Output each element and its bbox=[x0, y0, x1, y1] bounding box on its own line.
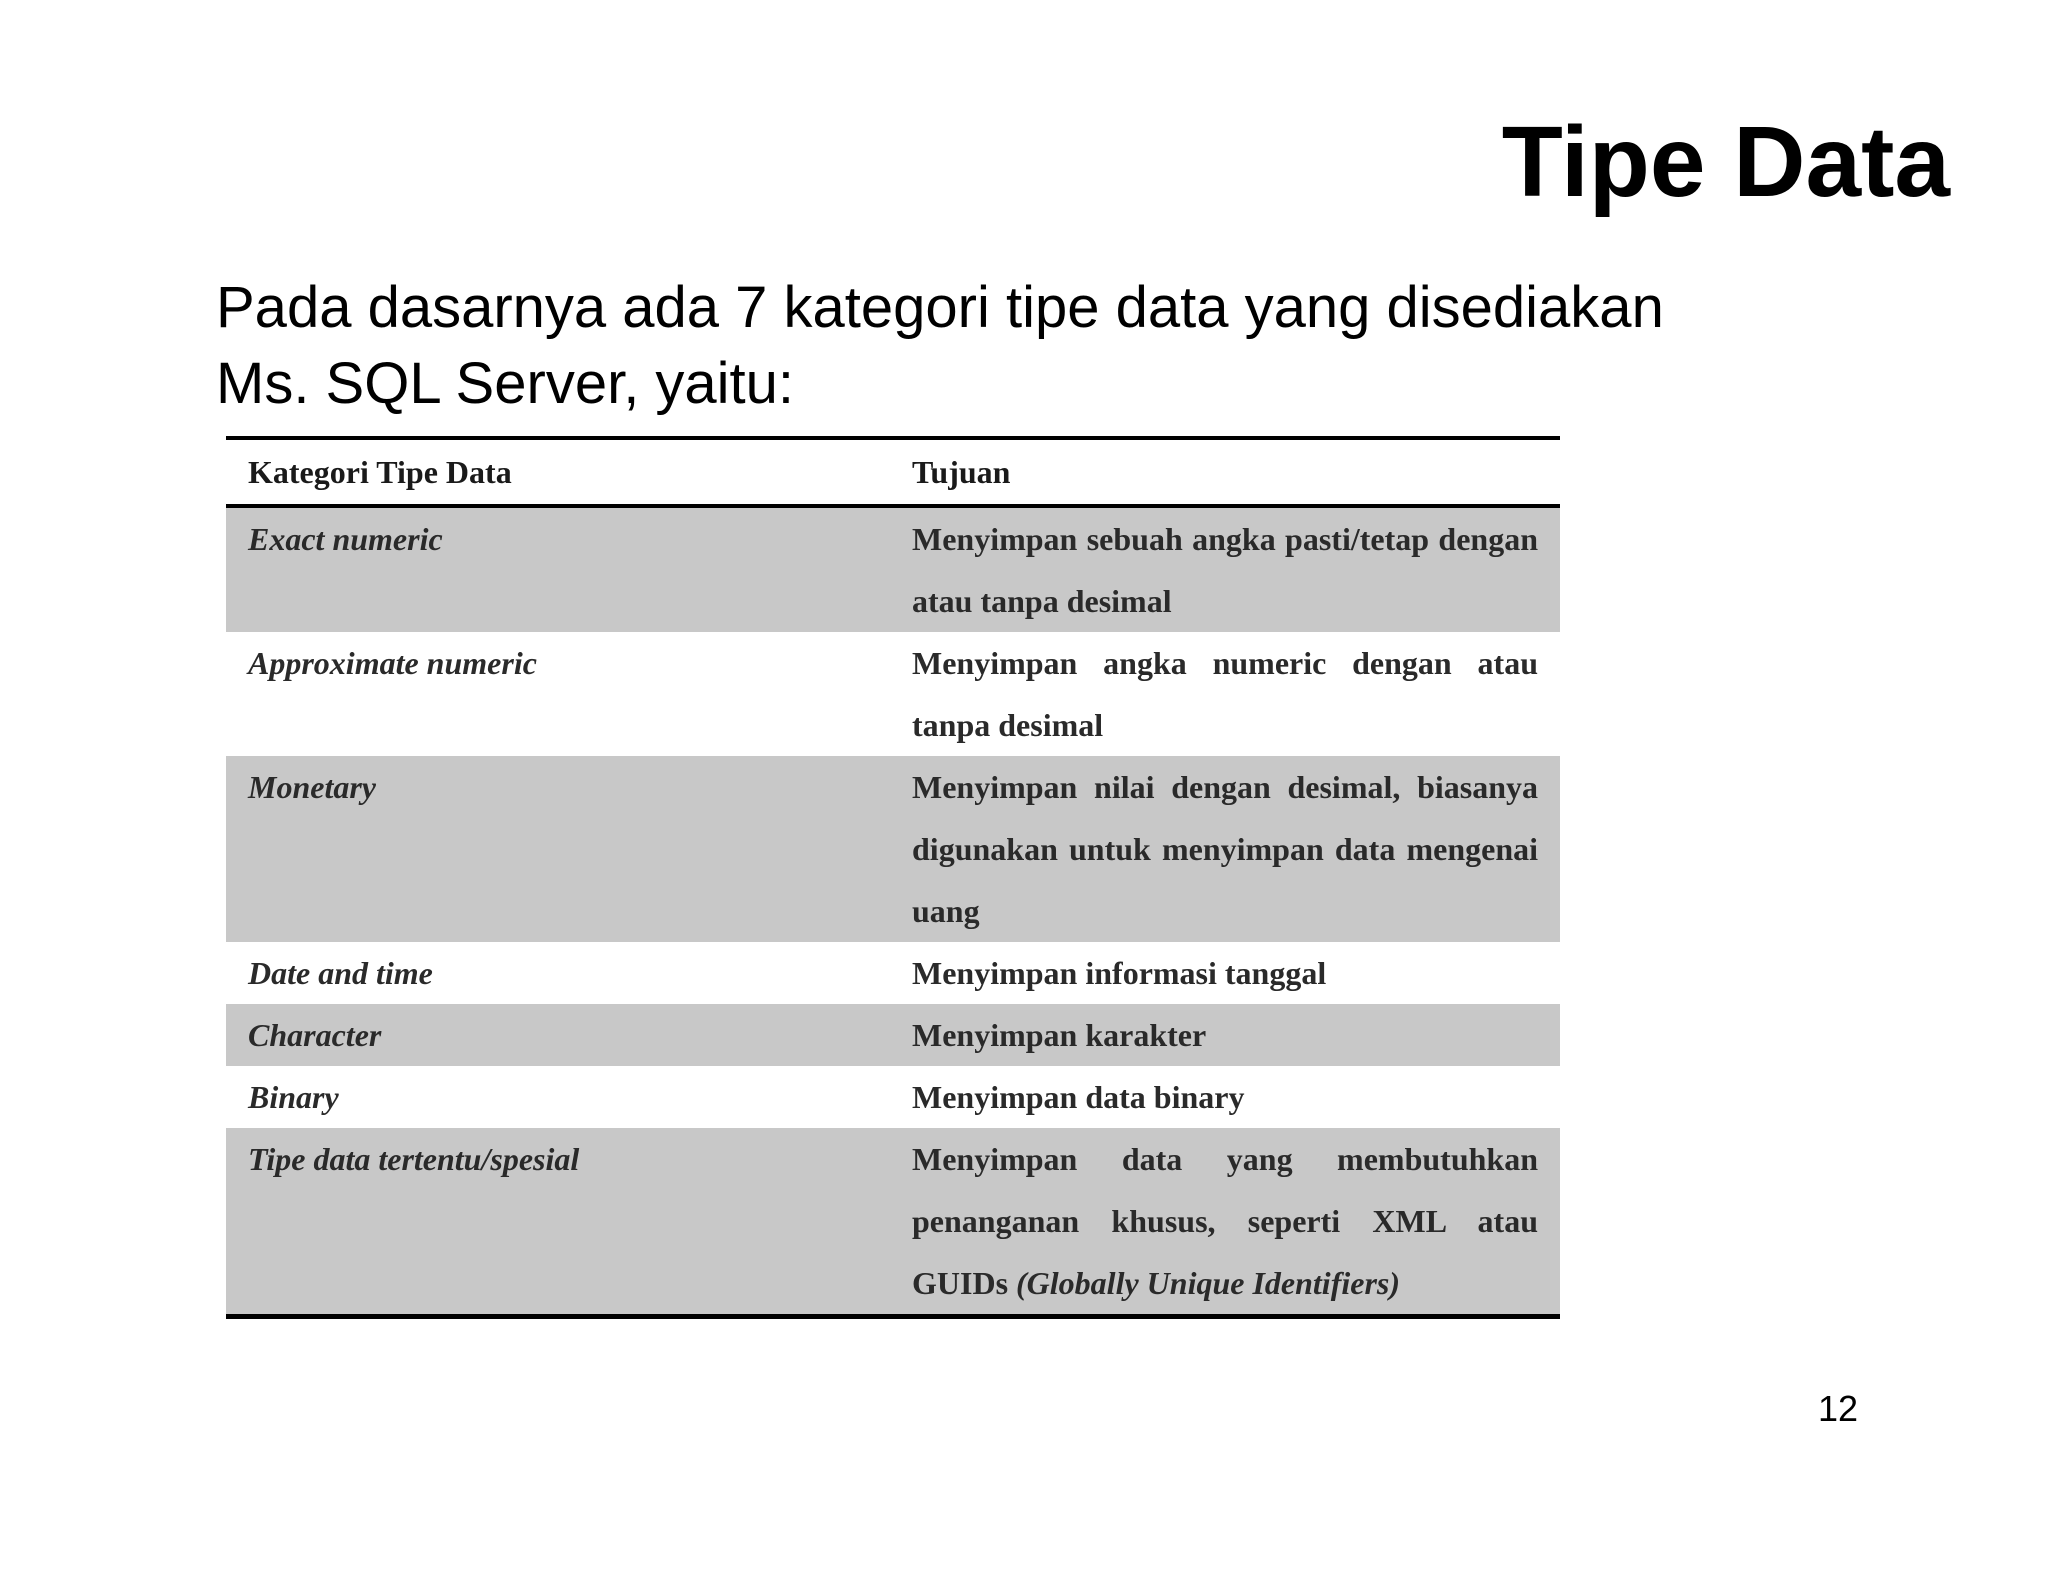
table-row bbox=[226, 1004, 1560, 1066]
row-category: Approximate numeric bbox=[226, 632, 890, 756]
row-category: Character bbox=[226, 1004, 890, 1066]
row-purpose-italic: (Globally Unique Identifiers) bbox=[1016, 1265, 1400, 1301]
header-purpose: Tujuan bbox=[890, 440, 1560, 506]
page-number: 12 bbox=[1818, 1388, 1859, 1429]
table-row bbox=[226, 632, 1560, 756]
table-row bbox=[226, 506, 1560, 632]
data-type-table bbox=[226, 436, 1560, 1319]
row-purpose: Menyimpan informasi tanggal bbox=[890, 942, 1560, 1004]
table-row bbox=[226, 942, 1560, 1004]
row-category: Date and time bbox=[226, 942, 890, 1004]
row-category: Exact numeric bbox=[226, 506, 890, 632]
row-category: Monetary bbox=[226, 756, 890, 942]
row-purpose: Menyimpan data binary bbox=[890, 1066, 1560, 1128]
row-purpose bbox=[890, 1128, 1560, 1314]
row-category: Binary bbox=[226, 1066, 890, 1128]
table-row bbox=[226, 1128, 1560, 1314]
intro-text bbox=[216, 270, 1916, 422]
row-purpose: Menyimpan sebuah angka pasti/tetap dengan atau tanpa desimal bbox=[890, 506, 1560, 632]
intro-line-1: Pada dasarnya ada 7 kategori tipe data yang disediakan bbox=[216, 275, 1664, 340]
slide-title: Tipe Data bbox=[1501, 106, 1950, 218]
row-purpose: Menyimpan karakter bbox=[890, 1004, 1560, 1066]
row-purpose: Menyimpan nilai dengan desimal, biasanya digunakan untuk menyimpan data mengenai uang bbox=[890, 756, 1560, 942]
table-header-row bbox=[226, 440, 1560, 506]
row-purpose: Menyimpan angka numeric dengan atau tanpa desimal bbox=[890, 632, 1560, 756]
row-purpose-text: Menyimpan data yang membutuhkan penanganan khusus, seperti XML atau GUIDs bbox=[912, 1141, 1538, 1301]
intro-line-2: Ms. SQL Server, yaitu: bbox=[216, 351, 795, 416]
table-row bbox=[226, 1066, 1560, 1128]
header-category: Kategori Tipe Data bbox=[226, 440, 890, 506]
table-row bbox=[226, 756, 1560, 942]
row-category: Tipe data tertentu/spesial bbox=[226, 1128, 890, 1314]
data-type-table-grid bbox=[226, 440, 1560, 1314]
